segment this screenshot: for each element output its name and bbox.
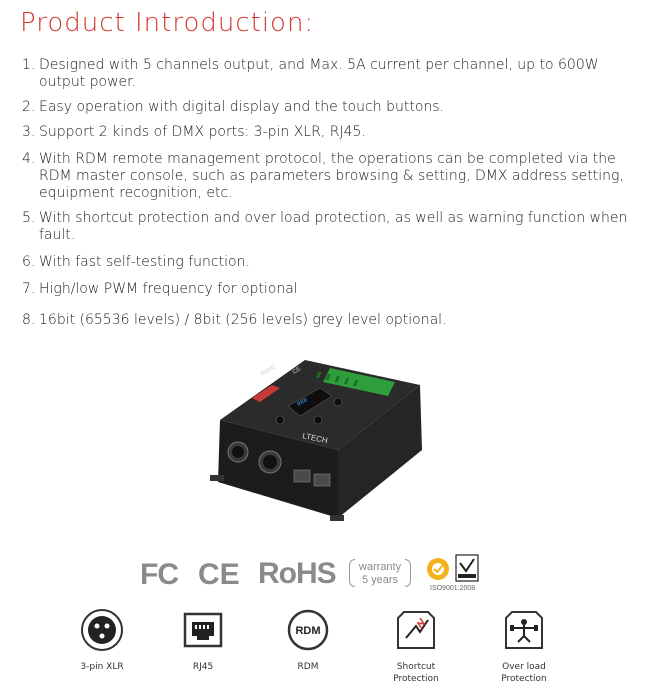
ce-logo: CE (198, 558, 240, 591)
warranty-line2: 5 years (361, 574, 399, 586)
feature-list (22, 57, 632, 329)
device-ce-label: CE (291, 366, 303, 376)
feature-label: Shortcut Protection (393, 662, 439, 682)
rdm-badge-text: RDM (295, 625, 321, 637)
list-item (22, 312, 632, 329)
rohs-logo: RoHS (258, 557, 336, 590)
item-text: Support 2 kinds of DMX ports: 3-pin XLR, RJ45. (39, 124, 366, 140)
warranty-badge (349, 557, 411, 591)
item-text: With shortcut protection and over load protection, as well as warning function when fault. (39, 210, 628, 243)
item-number: 7. (22, 281, 36, 297)
item-text: With fast self-testing function. (39, 254, 250, 270)
dmx-decoder-device-image (190, 340, 450, 530)
device-brand: LTECH (301, 431, 329, 446)
feature-rdm (268, 608, 348, 673)
shortcut-protection-icon (394, 608, 438, 652)
item-number: 2. (22, 99, 36, 115)
fc-logo: FC (140, 558, 178, 591)
rj45-port-icon (181, 608, 225, 652)
item-number: 5. (22, 210, 36, 226)
iso-sgs-logo (426, 553, 486, 585)
list-item (22, 210, 632, 244)
feature-label: RJ45 (192, 662, 214, 672)
warranty-line1: warranty (358, 561, 402, 573)
feature-label: RDM (297, 662, 319, 672)
feature-label: 3-pin XLR (80, 662, 124, 672)
list-item (22, 99, 632, 116)
item-number: 6. (22, 254, 36, 270)
item-text: Designed with 5 channels output, and Max. 5A current per channel, up to 600W output power. (39, 57, 599, 90)
feature-rj45 (163, 608, 243, 673)
item-number: 3. (22, 124, 36, 140)
list-item (22, 151, 632, 202)
svg-text:888: 888 (295, 396, 309, 408)
feature-xlr (62, 608, 142, 673)
feature-shortcut (376, 608, 456, 682)
item-number: 4. (22, 151, 36, 167)
item-number: 8. (22, 312, 36, 328)
xlr-connector-icon (80, 608, 124, 652)
list-item (22, 57, 632, 91)
rdm-icon (286, 608, 330, 652)
iso-label: ISO9001:2008 (430, 585, 476, 592)
list-item (22, 124, 632, 141)
feature-overload (484, 608, 564, 682)
list-item (22, 281, 632, 298)
feature-label: Over load Protection (501, 662, 547, 682)
item-text: High/low PWM frequency for optional (39, 281, 298, 297)
overload-protection-icon (502, 608, 546, 652)
item-text: Easy operation with digital display and the touch buttons. (39, 99, 444, 115)
item-number: 1. (22, 57, 36, 73)
item-text: 16bit (65536 levels) / 8bit (256 levels) grey level optional. (39, 312, 447, 328)
device-rohs-label: RoHS (259, 364, 277, 378)
list-item (22, 254, 632, 271)
page-title: Product Introduction: (20, 8, 315, 38)
item-text: With RDM remote management protocol, the operations can be completed via the RDM master console, such as parameters browsing & setting, DMX address setting, equipment recognition, etc. (39, 151, 624, 201)
